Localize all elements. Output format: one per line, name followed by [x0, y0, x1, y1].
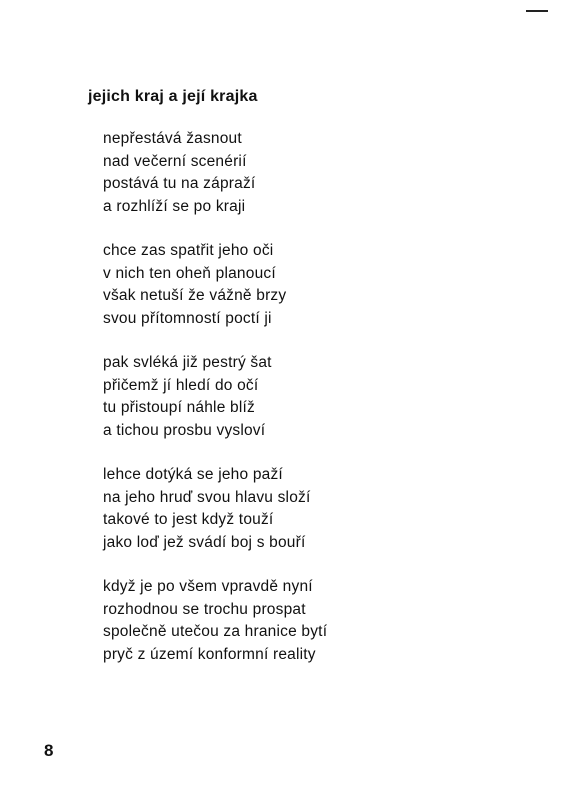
poem-line: pryč z území konformní reality: [103, 645, 316, 663]
poem-line: v nich ten oheň planoucí: [103, 264, 276, 282]
stanza-3: [103, 352, 327, 442]
poem-line: postává tu na zápraží: [103, 175, 256, 192]
stanza-1: [103, 128, 327, 218]
poem-title: jejich kraj a její krajka: [88, 88, 258, 105]
poem-line: tu přistoupí náhle blíž: [103, 399, 255, 416]
poem-line: chce zas spatřit jeho oči: [103, 242, 274, 259]
poem-line: nad večerní scenérií: [103, 152, 247, 170]
stanza-4: [103, 464, 327, 554]
poem-line: však netuší že vážně brzy: [103, 287, 287, 304]
page-corner-mark: [526, 0, 548, 12]
poem-line: a tichou prosbu vysloví: [103, 421, 266, 439]
stanza-5: [103, 576, 327, 666]
poem-line: jako loď jež svádí boj s bouří: [103, 533, 306, 551]
poem-line: pak svléká již pestrý šat: [103, 354, 272, 371]
stanza-2: [103, 240, 327, 330]
poem-line: na jeho hruď svou hlavu složí: [103, 488, 311, 506]
poem-line: svou přítomností poctí ji: [103, 309, 272, 327]
poem-line: a rozhlíží se po kraji: [103, 197, 246, 215]
poem-line: když je po všem vpravdě nyní: [103, 578, 313, 595]
poem-line: přičemž jí hledí do očí: [103, 376, 259, 394]
poem-line: lehce dotýká se jeho paží: [103, 466, 283, 483]
poem-line: takové to jest když touží: [103, 511, 274, 528]
poem-line: nepřestává žasnout: [103, 130, 242, 147]
poem-line: společně utečou za hranice bytí: [103, 623, 328, 640]
poem-line: rozhodnou se trochu prospat: [103, 600, 306, 618]
poem-body: [103, 128, 327, 688]
page-number: 8: [44, 741, 54, 760]
